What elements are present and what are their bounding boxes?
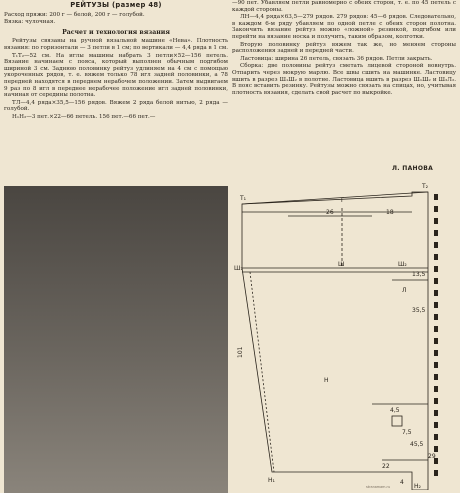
- section-title: Расчет и технология вязания: [62, 28, 170, 36]
- label-dim26: 26: [326, 209, 334, 216]
- label-n1: Н₁: [268, 477, 275, 484]
- label-dim4: 4: [400, 479, 404, 486]
- knit-type-line: Вязка: чулочная.: [4, 19, 56, 26]
- label-t: Т: [340, 197, 344, 204]
- label-dim135: 13,5: [412, 271, 426, 278]
- model-photo: [4, 186, 228, 493]
- right-column: [232, 0, 456, 97]
- label-w1: Ш₁: [234, 265, 243, 272]
- paragraph: Т₁Т₂—52 см. На иглы машины набрать 3 петли×52—156 петель. Вязание начинаем с пояса, который выполнен обычным подгибом шириной 3 см. Заднюю половинку рейтуз удлиняем на 4 см с помощью укороченных рядов, т. е. вяжем только 78 игл задней половинки, а 78 передней находятся в переднем нерабочем положении. Затем выдвигаем 9 раз по 8 игл в переднее нерабочее положение игл задней половинки, начиная от середины полотна.: [4, 52, 228, 99]
- label-dim355: 35,5: [412, 307, 426, 314]
- paragraph: ТЛ—4,4 ряда×35,5—156 рядов. Вяжем 2 ряда белой нитью, 2 ряда — голубой.: [4, 99, 228, 113]
- label-n2: Н₂: [414, 483, 421, 490]
- label-dim45: 4,5: [390, 407, 400, 414]
- article-title: РЕЙТУЗЫ (размер 48): [70, 1, 162, 9]
- pattern-diagram: [232, 172, 458, 490]
- label-dim101: 101: [237, 346, 244, 358]
- label-dim22: 22: [382, 463, 390, 470]
- author-name: Л. ПАНОВА: [392, 165, 434, 172]
- paragraph: Рейтузы связаны на ручной вязальной машине «Нева». Плотность вязания: по горизонтали — 3 петли в 1 см; по вертикали — 4,4 ряда в 1 см.: [4, 38, 229, 51]
- paragraph: Н₁Н₂—3 пет.×22—66 петель. 156 пет.—66 пет.—: [12, 113, 156, 120]
- label-w2: Ш₂: [398, 261, 407, 268]
- label-dim75: 7,5: [402, 429, 412, 436]
- label-n: Н: [324, 377, 329, 384]
- label-t2: Т₂: [422, 183, 429, 190]
- label-dim455: 45,5: [410, 441, 424, 448]
- paragraph: Ластовица: ширина 26 петель, связать 36 рядов. Петли закрыть.: [240, 55, 433, 62]
- materials-line: Расход пряжи: 200 г — белой, 200 г — голубой.: [4, 11, 145, 18]
- paragraph: Вторую половинку рейтуз вяжем так же, но меняем стороны расположения задней и передней части.: [232, 41, 456, 55]
- label-w: Ш: [338, 261, 345, 268]
- source-stamp: stranamam.ru: [366, 485, 391, 489]
- paragraph: —90 пет. Убавляем петли равномерно с обеих сторон, т. е. по 45 петель с каждой стороны.: [232, 0, 456, 13]
- label-l: Л: [402, 287, 407, 294]
- left-column: [4, 0, 228, 122]
- label-dim29: 29: [428, 453, 436, 460]
- label-t1: Т₁: [240, 195, 247, 202]
- paragraph: Сборка: две половины рейтуз сметать лицевой стороной вовнутрь. Отпарить через мокрую марлю. Все швы сшить на машинке. Ластовицу вшить в разрез Ш₁Ш₂ в полотне. Ластовица вшить в разрез Ш₁Ш₂ и Ш₂Л₂. В пояс вставить резинку. Рейтузы можно связать на спицах, но, учитывая плотность вязания, сделать свой расчет по выкройке.: [232, 63, 456, 96]
- paragraph: ЛН—4,4 ряда×63,5—279 рядов. 279 рядов: 45—6 рядов. Следовательно, в каждом 6-м ряду убавляем по одной петле с обеих сторон полотна. Закончить вязание рейтуз можно «ложной» резинкой, подгибом или перейти на вязание носка и получить, таким образом, колготки.: [232, 14, 456, 40]
- label-dim18: 18: [386, 209, 394, 216]
